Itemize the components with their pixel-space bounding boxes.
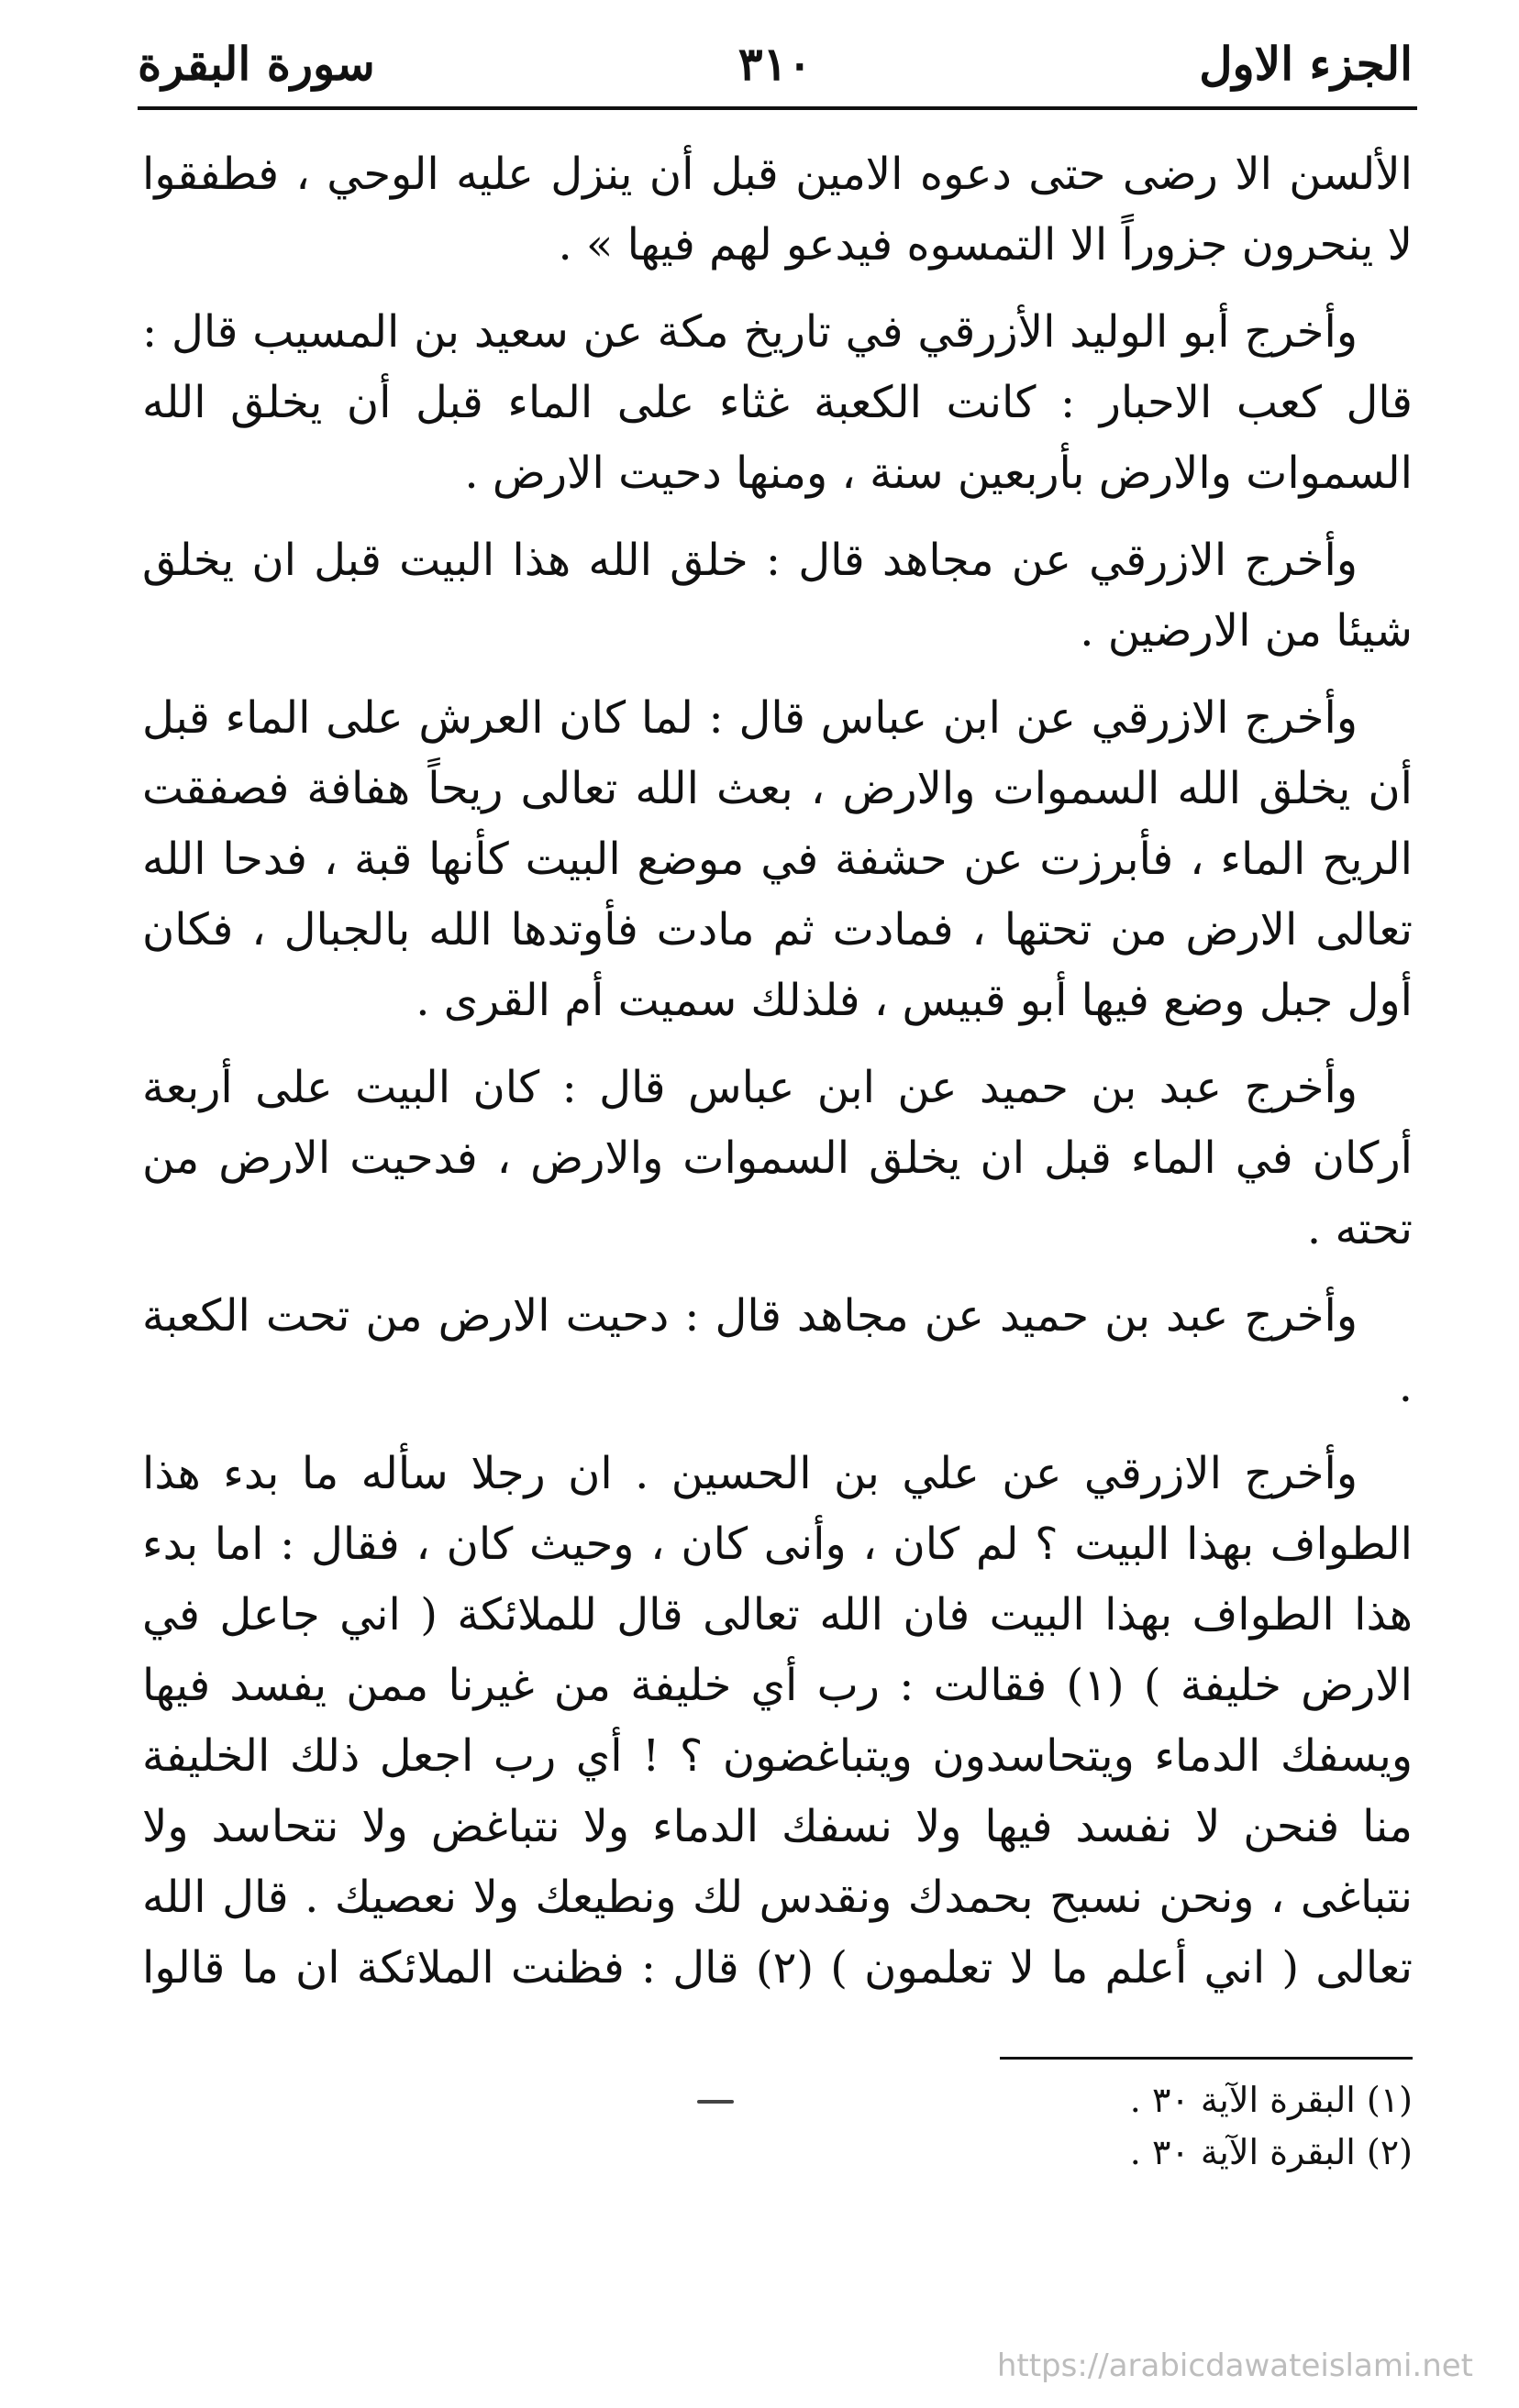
surah-title: سورة البقرة	[138, 37, 375, 91]
paragraph-3: وأخرج الازرقي عن مجاهد قال : خلق الله هذا البيت قبل ان يخلق شيئا من الارضين .	[142, 535, 1413, 657]
paragraph-2: وأخرج أبو الوليد الأزرقي في تاريخ مكة عن سعيد بن المسيب قال : قال كعب الاحبار : كانت الكعبة غثاء على الماء قبل أن يخلق الله السموات والارض بأربعين سنة ، ومنها دحيت الارض .	[142, 306, 1413, 499]
page-number: ٣١٠	[737, 37, 813, 91]
watermark-url: https://arabicdawateislami.net	[996, 2347, 1473, 2384]
footnote-1: (١) البقرة الآية ٣٠ .	[1129, 2080, 1413, 2120]
paragraph-7: وأخرج الازرقي عن علي بن الحسين . ان رجلا سأله ما بدء هذا الطواف بهذا البيت ؟ لم كان ، وأنى كان ، وحيث كان ، فقال : اما بدء هذا الطواف بهذا البيت فان الله تعالى قال للملائكة ( اني جاعل في الارض خليفة ) (١) فقالت : رب أي خليفة من غيرنا ممن يفسد فيها ويسفك الدماء ويتحاسدون ويتباغضون ؟ ! أي رب اجعل ذلك الخليفة منا فنحن لا نفسد فيها ولا نسفك الدماء ولا نتباغض ولا نتحاسد ولا نتباغى ، ونحن نسبح بحمدك ونقدس لك ونطيعك ولا نعصيك . قال الله تعالى ( اني أعلم ما لا تعلمون ) (٢) قال : فظنت الملائكة ان ما قالوا	[142, 1448, 1413, 1994]
footnote-2: (٢) البقرة الآية ٣٠ .	[1129, 2132, 1413, 2172]
main-text	[142, 139, 1413, 2005]
part-title: الجزء الاول	[1199, 37, 1413, 91]
paragraph-1: الألسن الا رضى حتى دعوه الامين قبل أن ينزل عليه الوحي ، فطفقوا لا ينحرون جزوراً الا التمسوه فيدعو لهم فيها » .	[142, 149, 1413, 271]
running-header	[138, 28, 1413, 101]
footnotes	[771, 2074, 1413, 2179]
footnote-divider	[1000, 2057, 1413, 2060]
header-divider	[138, 106, 1417, 110]
paragraph-6: وأخرج عبد بن حميد عن مجاهد قال : دحيت الارض من تحت الكعبة .	[142, 1290, 1413, 1412]
scan-speck	[697, 2100, 734, 2104]
paragraph-5: وأخرج عبد بن حميد عن ابن عباس قال : كان البيت على أربعة أركان في الماء قبل ان يخلق السموات والارض ، فدحيت الارض من تحته .	[142, 1062, 1413, 1254]
paragraph-4: وأخرج الازرقي عن ابن عباس قال : لما كان العرش على الماء قبل أن يخلق الله السموات والارض ، بعث الله تعالى ريحاً هفافة فصفقت الريح الماء ، فأبرزت عن حشفة في موضع البيت كأنها قبة ، فدحا الله تعالى الارض من تحتها ، فمادت ثم مادت فأوتدها الله بالجبال ، فكان أول جبل وضع فيها أبو قبيس ، فلذلك سميت أم القرى .	[142, 692, 1413, 1026]
